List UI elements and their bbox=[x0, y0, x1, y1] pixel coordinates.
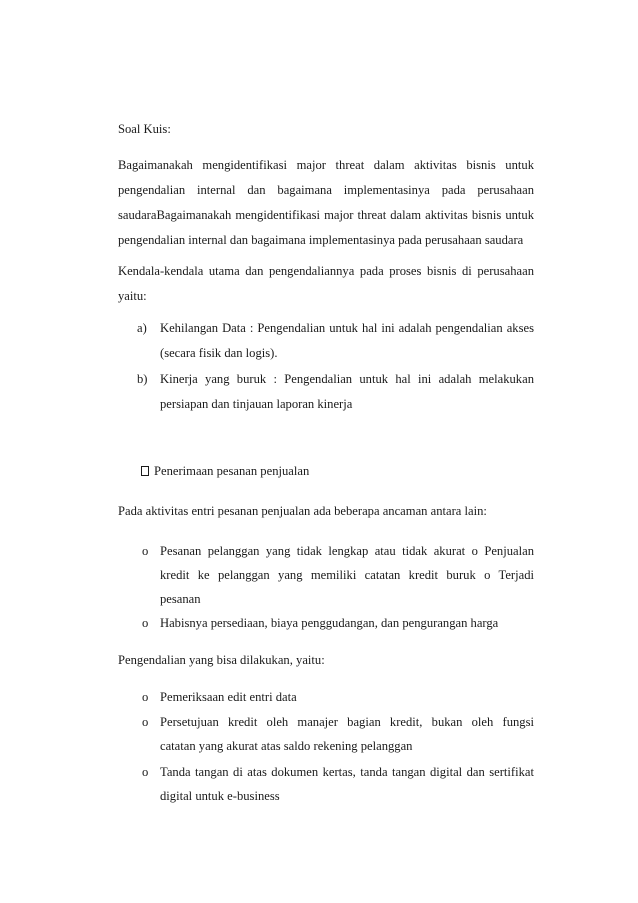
pengendalian-item-1-line-1: Pemeriksaan edit entri data bbox=[160, 690, 297, 704]
bullet-circle-icon: o bbox=[142, 690, 149, 704]
quiz-heading: Soal Kuis: bbox=[118, 122, 171, 136]
ancaman-intro: Pada aktivitas entri pesanan penjualan ada beberapa ancaman antara lain: bbox=[118, 504, 487, 518]
missing-glyph-box-icon bbox=[141, 466, 149, 476]
kendala-intro-line-1: Kendala-kendala utama dan pengendaliannya pada proses bisnis di perusahaan bbox=[118, 264, 534, 278]
question-line-1: Bagaimanakah mengidentifikasi major threat dalam aktivitas bisnis untuk bbox=[118, 158, 534, 172]
question-line-3: saudaraBagaimanakah mengidentifikasi major threat dalam aktivitas bisnis untuk bbox=[118, 208, 534, 222]
ancaman-item-1-line-3: pesanan bbox=[160, 592, 201, 606]
pengendalian-item-3-line-1: Tanda tangan di atas dokumen kertas, tanda tangan digital dan sertifikat bbox=[160, 765, 534, 779]
section-title-row bbox=[141, 463, 309, 479]
section-title: Penerimaan pesanan penjualan bbox=[154, 464, 310, 478]
kendala-item-a-line-1: Kehilangan Data : Pengendalian untuk hal ini adalah pengendalian akses bbox=[160, 321, 534, 335]
pengendalian-item-2-line-2: catatan yang akurat atas saldo rekening pelanggan bbox=[160, 739, 413, 753]
kendala-item-a-line-2: (secara fisik dan logis). bbox=[160, 346, 278, 360]
bullet-circle-icon: o bbox=[142, 544, 149, 558]
bullet-circle-icon: o bbox=[142, 765, 149, 779]
pengendalian-item-3-line-2: digital untuk e-business bbox=[160, 789, 280, 803]
pengendalian-item-2-line-1: Persetujuan kredit oleh manajer bagian kredit, bukan oleh fungsi bbox=[160, 715, 534, 729]
ancaman-item-2-line-1: Habisnya persediaan, biaya penggudangan, dan pengurangan harga bbox=[160, 616, 499, 630]
kendala-item-marker-a: a) bbox=[137, 321, 147, 335]
pengendalian-intro: Pengendalian yang bisa dilakukan, yaitu: bbox=[118, 653, 325, 667]
kendala-item-b-line-1: Kinerja yang buruk : Pengendalian untuk hal ini adalah melakukan bbox=[160, 372, 534, 386]
kendala-item-marker-b: b) bbox=[137, 372, 148, 386]
ancaman-item-1-line-1: Pesanan pelanggan yang tidak lengkap atau tidak akurat o Penjualan bbox=[160, 544, 534, 558]
kendala-intro-line-2: yaitu: bbox=[118, 289, 147, 303]
question-line-2: pengendalian internal dan bagaimana implementasinya pada perusahaan bbox=[118, 183, 534, 197]
ancaman-item-1-line-2: kredit ke pelanggan yang memiliki catatan kredit buruk o Terjadi bbox=[160, 568, 534, 582]
question-line-4: pengendalian internal dan bagaimana implementasinya pada perusahaan saudara bbox=[118, 233, 524, 247]
bullet-circle-icon: o bbox=[142, 616, 149, 630]
bullet-circle-icon: o bbox=[142, 715, 149, 729]
kendala-item-b-line-2: persiapan dan tinjauan laporan kinerja bbox=[160, 397, 353, 411]
